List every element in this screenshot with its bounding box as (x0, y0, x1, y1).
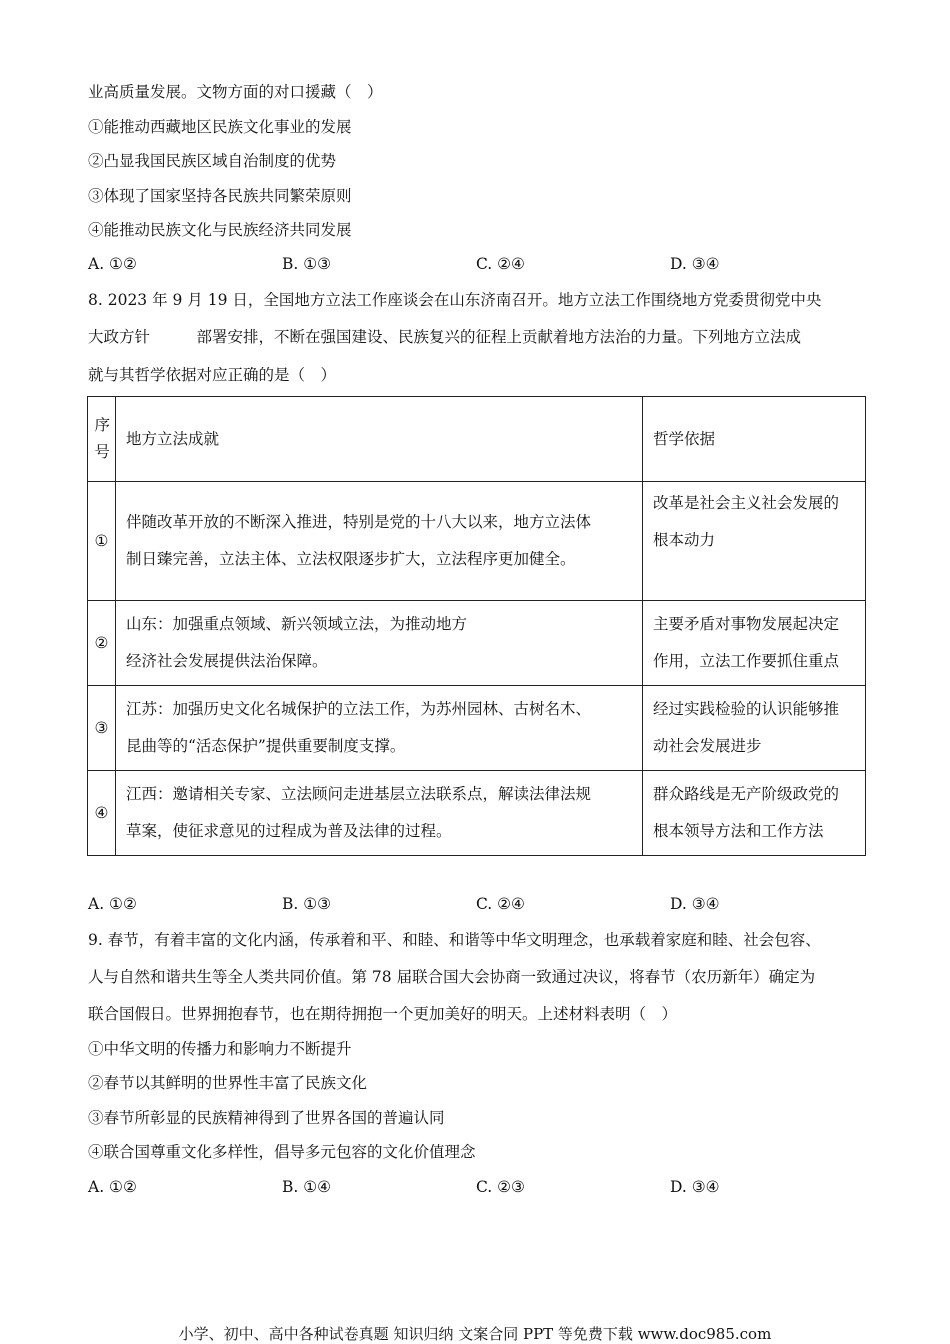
q8-stem-line-3: 就与其哲学依据对应正确的是（ ） (88, 366, 337, 384)
table-row (88, 601, 866, 686)
row-number: ② (88, 601, 116, 686)
row-basis: 群众路线是无产阶级政党的 根本领导方法和工作方法 (643, 771, 866, 856)
row-number: ④ (88, 771, 116, 856)
q9-statement-1: ①中华文明的传播力和影响力不断提升 (88, 1040, 352, 1058)
row-basis: 经过实践检验的认识能够推 动社会发展进步 (643, 686, 866, 771)
row-achievement: 山东：加强重点领域、新兴领域立法，为推动地方 经济社会发展提供法治保障。 (116, 601, 643, 686)
q8-stem-line-1: 8. 2023 年 9 月 19 日，全国地方立法工作座谈会在山东济南召开。地方立法工作围绕地方党委贯彻党中央 (88, 291, 822, 309)
legislation-table (87, 396, 866, 856)
q9-stem-line-2: 人与自然和谐共生等全人类共同价值。第 78 届联合国大会协商一致通过决议，将春节（农历新年）确定为 (88, 968, 816, 986)
q9-statement-4: ④联合国尊重文化多样性，倡导多元包容的文化价值理念 (88, 1143, 476, 1161)
q7-option-a: A. ①② (88, 255, 137, 273)
q7-statement-3: ③体现了国家坚持各民族共同繁荣原则 (88, 187, 352, 205)
header-basis: 哲学依据 (643, 397, 866, 482)
q9-option-d: D. ③④ (670, 1178, 720, 1196)
q8-option-c: C. ②④ (476, 895, 525, 913)
q8-stem-line-2: 大政方针 部署安排，不断在强国建设、民族复兴的征程上贡献着地方法治的力量。下列地方立法成 (88, 328, 802, 346)
q8-options (88, 894, 888, 914)
q8-option-d: D. ③④ (670, 895, 720, 913)
q9-option-a: A. ①② (88, 1178, 137, 1196)
q7-option-c: C. ②④ (476, 255, 525, 273)
q9-option-b: B. ①④ (282, 1178, 332, 1196)
header-achievement: 地方立法成就 (116, 397, 643, 482)
q9-statement-2: ②春节以其鲜明的世界性丰富了民族文化 (88, 1074, 368, 1092)
header-number: 序号 (88, 397, 116, 482)
q9-option-c: C. ②③ (476, 1178, 525, 1196)
q7-statement-4: ④能推动民族文化与民族经济共同发展 (88, 221, 352, 239)
q8-option-a: A. ①② (88, 895, 137, 913)
row-achievement: 江苏：加强历史文化名城保护的立法工作，为苏州园林、古树名木、 昆曲等的“活态保护”提供重要制度支撑。 (116, 686, 643, 771)
q7-option-d: D. ③④ (670, 255, 720, 273)
q8-option-b: B. ①③ (282, 895, 332, 913)
row-number: ① (88, 482, 116, 601)
row-achievement: 江西：邀请相关专家、立法顾问走进基层立法联系点，解读法律法规 草案，使征求意见的过程成为普及法律的过程。 (116, 771, 643, 856)
table-row (88, 686, 866, 771)
table-header-row (88, 397, 866, 482)
q9-stem-line-1: 9. 春节，有着丰富的文化内涵，传承着和平、和睦、和谐等中华文明理念，也承载着家庭和睦、社会包容、 (88, 931, 821, 949)
row-achievement: 伴随改革开放的不断深入推进，特别是党的十八大以来，地方立法体 制日臻完善，立法主体、立法权限逐步扩大，立法程序更加健全。 (116, 482, 643, 601)
q7-option-b: B. ①③ (282, 255, 332, 273)
q7-statement-1: ①能推动西藏地区民族文化事业的发展 (88, 118, 352, 136)
page-footer: 小学、初中、高中各种试卷真题 知识归纳 文案合同 PPT 等免费下载 www.doc985.com (178, 1325, 772, 1343)
table-row (88, 482, 866, 601)
q7-options (88, 254, 888, 274)
row-number: ③ (88, 686, 116, 771)
q9-options (88, 1177, 888, 1197)
q7-statement-2: ②凸显我国民族区域自治制度的优势 (88, 152, 337, 170)
row-basis: 改革是社会主义社会发展的 根本动力 (643, 482, 866, 601)
row-basis: 主要矛盾对事物发展起决定 作用，立法工作要抓住重点 (643, 601, 866, 686)
q7-intro: 业高质量发展。文物方面的对口援藏（ ） (88, 83, 383, 101)
q9-statement-3: ③春节所彰显的民族精神得到了世界各国的普遍认同 (88, 1109, 445, 1127)
table-row (88, 771, 866, 856)
q9-stem-line-3: 联合国假日。世界拥抱春节，也在期待拥抱一个更加美好的明天。上述材料表明（ ） (88, 1005, 678, 1023)
